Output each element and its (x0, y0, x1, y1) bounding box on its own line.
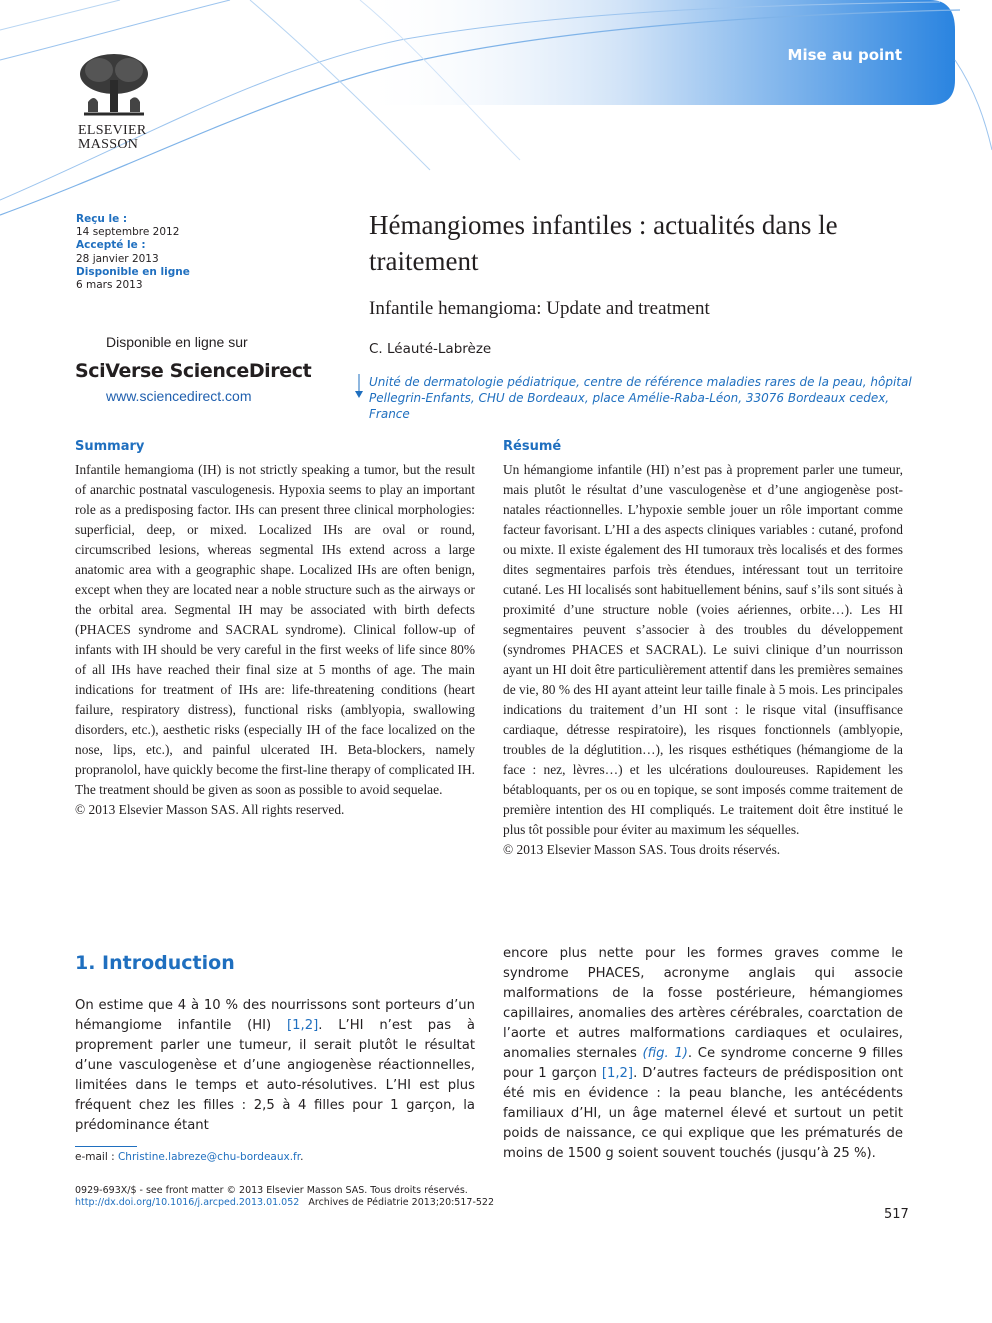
summary-text: Infantile hemangioma (IH) is not strictly speaking a tumor, but the result of anarchic postnatal vasculogenesis. Hypoxia seems to play an important role as a predisposing factor. IHs can present three clinical morphologies: superficial, deep, or mixed. Localized IHs are oval or round, circumscribed lesions, whereas segmental IHs extend across a large anatomic area with a geographic shape. Localized IHs are often benign, except when they are located near a noble structure such as the airways or the orbital area. Segmental IH may be associated with birth defects (PHACES syndrome and SACRAL syndrome). Clinical follow-up of infants with IH should be very careful in the first weeks of life since 80% of all IHs have reached their final size at 5 months of age. The main indications for treatment of IHs are: life-threatening conditions (heart failure, respiratory distress), functional risks (amblyopia, swallowing disorders, etc.), aesthetic risks (especially IH of the face localized on the nose, lips, etc.), and painful ulcerated IH. Beta-blockers, namely propranolol, have quickly become the first-line therapy of complicated IH. The treatment should be given as soon as possible to avoid sequelae. (75, 462, 475, 797)
summary-abstract (75, 460, 475, 820)
bibliographic-footer (75, 1185, 494, 1209)
article-title: Hémangiomes infantiles : actualités dans le traitement (369, 210, 838, 276)
introduction-heading: 1. Introduction (75, 952, 235, 974)
issn-line: 0929-693X/$ - see front matter © 2013 Elsevier Masson SAS. Tous droits réservés. (75, 1185, 468, 1196)
accepted-date: 28 janvier 2013 (76, 252, 159, 265)
sciencedirect-link[interactable]: www.sciencedirect.com (106, 388, 252, 404)
header-banner (0, 0, 992, 240)
footnote-email (75, 1151, 303, 1163)
summary-copyright: © 2013 Elsevier Masson SAS. All rights reserved. (75, 802, 345, 817)
resume-copyright: © 2013 Elsevier Masson SAS. Tous droits réservés. (503, 842, 781, 857)
intro-left-column (75, 996, 475, 1136)
elsevier-tree-logo (74, 52, 154, 120)
summary-heading: Summary (75, 439, 145, 454)
page-number: 517 (884, 1207, 909, 1222)
reference-link[interactable]: [1,2] (286, 1018, 319, 1033)
publisher-name-line2: MASSON (78, 137, 139, 152)
article-author: C. Léauté-Labrèze (369, 341, 492, 357)
figure-link[interactable]: (fig. 1) (642, 1046, 688, 1061)
intro-right-text-2: . Ce syndrome concerne 9 filles pour 1 garçon (503, 1046, 903, 1081)
email-label: e-mail : (75, 1151, 118, 1163)
received-date: 14 septembre 2012 (76, 226, 180, 239)
accepted-label: Accepté le : (76, 239, 146, 252)
resume-text: Un hémangiome infantile (HI) n’est pas à proprement parler une tumeur, mais plutôt le résultat d’une vasculogenèse et d’une angiogenèse post-natales réactionnelles. L’hypoxie semble jouer un rôle important comme facteur favorisant. L’HI a des aspects cliniques variables : cutané, profond ou mixte. Il existe également des HI tumoraux très localisés et des formes dites segmentaires parfois très étendues, intéressant tout un territoire cutané. Les HI localisés sont habituellement bénins, sauf s’ils sont situés à proximité d’une structure noble (voies aériennes, orbite…). Les HI segmentaires peuvent s’associer à des troubles du développement (syndromes PHACES et SACRAL). Le suivi clinique d’un nourrisson ayant un HI doit être particulièrement attentif dans les premières semaines de vie, 80 % des HI ayant atteint leur taille finale à 5 mois. Les principales indications du traitement d’un HI sont : le risque vital (insuffisance cardiaque, détresse respiratoire), les risques fonctionnels (amblyopie, troubles de la déglutition…), les risques esthétiques (hémangiome de la face : nez, lèvres…) et les ulcérations douloureuses. Rapidement les bétabloquants, per os ou en topique, se sont imposés comme traitement de première intention des HI compliqués. Le traitement doit être institué le plus tôt possible pour éviter au maximum les séquelles. (503, 462, 903, 837)
section-tag: Mise au point (787, 46, 902, 64)
intro-right-text-3: . D’autres facteurs de prédisposition ont été mis en évidence : la peau blanche, les antécédents familiaux d’HI, un âge maternel élevé et surtout un petit poids de naissance, ce qui explique que les prématurés de moins de 1500 g soient souvent touchés (jusqu’à 25 %). (503, 1066, 903, 1161)
reference-link[interactable]: [1,2] (601, 1066, 634, 1081)
author-affiliation: Unité de dermatologie pédiatrique, centre de référence maladies rares de la peau, hôpital Pellegrin-Enfants, CHU de Bordeaux, place Amélie-Raba-Léon, 33076 Bordeaux cedex, France (369, 375, 912, 421)
intro-right-text-1: encore plus nette pour les formes graves comme le syndrome PHACES, acronyme anglais qui associe malformations de la fosse postérieure, hémangiomes capillaires, anomalies des artères cérébrales, coarctation de l’aorte et autres malformations cardiaques et oculaires, anomalies sternales (503, 946, 903, 1061)
intro-right-column (503, 944, 903, 1164)
available-online-text: Disponible en ligne sur (106, 334, 248, 350)
email-link[interactable]: Christine.labreze@chu-bordeaux.fr (117, 1151, 301, 1163)
article-subtitle: Infantile hemangioma: Update and treatment (369, 298, 710, 319)
online-date: 6 mars 2013 (76, 279, 143, 292)
footnote-divider (75, 1146, 137, 1147)
email-suffix: . (300, 1151, 304, 1163)
publisher-logo-text (78, 124, 147, 152)
resume-abstract (503, 460, 903, 860)
resume-heading: Résumé (503, 439, 562, 454)
online-label: Disponible en ligne (76, 265, 190, 278)
sciverse-sciencedirect-logo: SciVerse ScienceDirect (75, 360, 312, 382)
intro-left-text-2: . L’HI n’est pas à proprement parler une tumeur, il serait plutôt le résultat d’une vasculogenèse et d’une angiogenèse réactionnelles, limitées dans le temps et auto-résolutives. L’HI est plus fréquent chez les filles : 2,5 à 4 filles pour 1 garçon, la prédominance étant (75, 1018, 475, 1133)
publisher-name-line1: ELSEVIER (78, 123, 147, 138)
journal-citation: Archives de Pédiatrie 2013;20:517-522 (308, 1197, 495, 1208)
received-label: Reçu le : (76, 213, 128, 225)
affiliation-arrow-icon (354, 374, 364, 400)
doi-link[interactable]: http://dx.doi.org/10.1016/j.arcped.2013.01.052 (75, 1197, 300, 1208)
intro-left-text-1: On estime que 4 à 10 % des nourrissons sont porteurs d’un hémangiome infantile (HI) (75, 998, 475, 1033)
article-dates (76, 213, 190, 292)
